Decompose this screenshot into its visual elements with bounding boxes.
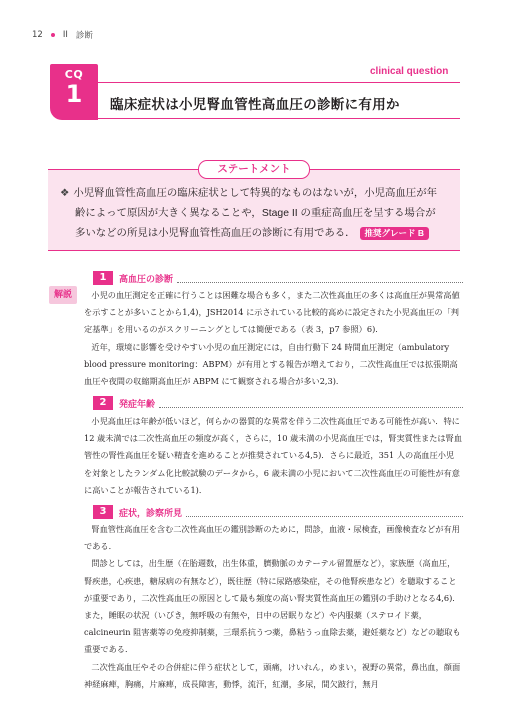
- cq-badge: [50, 64, 98, 120]
- statement-line: 齢によって原因が大きく異なることや，Stage II の重症高血圧を呈する場合が: [75, 208, 436, 219]
- commentary-label: 解説: [49, 286, 77, 304]
- section-heading-2: [93, 396, 463, 410]
- section-body-3: [84, 521, 462, 693]
- paragraph: 二次性高血圧やその合併症に伴う症状として，頭痛，けいれん，めまい，視野の異常，鼻出血，顔面神経麻痺，胸痛，片麻痺，成長障害，動悸，流汗，紅潮，多尿，間欠跛行，無月: [84, 661, 461, 689]
- leader-dots: [186, 508, 463, 517]
- diamond-bullet-icon: ❖: [60, 188, 70, 199]
- statement-label: ステートメント: [198, 160, 310, 179]
- paragraph: 小児の血圧測定を正確に行うことは困難な場合も多く，また二次性高血圧の多くは高血圧が異常高値を示すことが多いことから1,4)，JSH2014 に示されている比較的高めに設定された小児高血圧の「判定基準」を用いるのがスクリーニングとしては簡便である（表 3，p7 参照）6)．: [84, 290, 460, 335]
- cq-category: clinical question: [370, 66, 449, 77]
- page-number: 12: [32, 30, 43, 40]
- chapter-number: II: [62, 30, 68, 40]
- section-title: 高血圧の診断: [119, 274, 174, 285]
- section-body-1: [84, 287, 462, 390]
- cq-number: 1: [65, 80, 83, 108]
- section-number: 1: [93, 271, 113, 285]
- statement-line: ❖ 小児腎血管性高血圧の臨床症状として特異的なものはないが，小児高血圧が年: [60, 188, 437, 199]
- cq-title: 臨床症状は小児腎血管性高血圧の診断に有用か: [110, 97, 400, 113]
- paragraph: 近年，環境に影響を受けやすい小児の血圧測定には，自由行動下 24 時間血圧測定（ambulatory blood pressure monitoring：ABPM）が有用とする報告が増えており，二次性高血圧では拡張期高血圧や夜間の収縮期高血圧が ABPM にて観察される場合が多い2,3)．: [84, 341, 458, 387]
- chapter-title: 診断: [75, 31, 93, 41]
- bullet-dot-icon: [51, 33, 55, 37]
- paragraph: 問診としては，出生歴（在胎週数，出生体重，臍動脈のカテーテル留置歴など），家族歴（高血圧，腎疾患，心疾患，糖尿病の有無など），既往歴（特に尿路感染症，その他腎疾患など）を聴取することが重要であり，二次性高血圧の原因として最も頻度の高い腎実質性高血圧の鑑別の手助けとなる4,6)．また，睡眠の状況（いびき，無呼吸の有無や，日中の居眠りなど）や内服薬（ステロイド薬，calcineurin 阻害薬等の免疫抑制薬，三環系抗うつ薬，鼻粘うっ血除去薬，避妊薬など）などの聴取も重要である．: [84, 558, 461, 655]
- cq-label: CQ: [64, 68, 84, 81]
- section-heading-3: [93, 505, 463, 519]
- section-heading-1: [93, 271, 463, 285]
- section-number: 3: [93, 505, 113, 519]
- leader-dots: [177, 274, 463, 283]
- section-number: 2: [93, 396, 113, 410]
- cq-divider-top: [98, 82, 460, 83]
- statement-line: 多いなどの所見は小児腎血管性高血圧の診断に有用である． 推奨グレード B: [60, 224, 452, 244]
- statement-text: [60, 184, 452, 244]
- leader-dots: [159, 399, 463, 408]
- paragraph: 腎血管性高血圧を含む二次性高血圧の鑑別診断のために，問診，血液・尿検査，画像検査などが有用である．: [84, 524, 460, 552]
- cq-divider-bottom: [98, 118, 460, 119]
- recommendation-grade-badge: 推奨グレード B: [360, 227, 430, 240]
- paragraph: 小児高血圧は年齢が低いほど，何らかの器質的な異常を伴う二次性高血圧である可能性が高い．特に 12 歳未満では二次性高血圧の頻度が高く，さらに，10 歳未満の小児高血圧では，腎実質性または腎血管性の腎性高血圧を疑い精査を進めることが推奨されている4,5)．さらに最近，351 人の高血圧小児を対象としたランダム化比較試験のデータから，6 歳未満の小児において二次性高血圧の可能性が有意に高いことが報告されている1)．: [84, 416, 462, 495]
- running-head: [32, 29, 93, 41]
- section-body-2: [84, 413, 462, 499]
- section-title: 発症年齢: [119, 399, 156, 410]
- section-title: 症状，診察所見: [119, 508, 183, 519]
